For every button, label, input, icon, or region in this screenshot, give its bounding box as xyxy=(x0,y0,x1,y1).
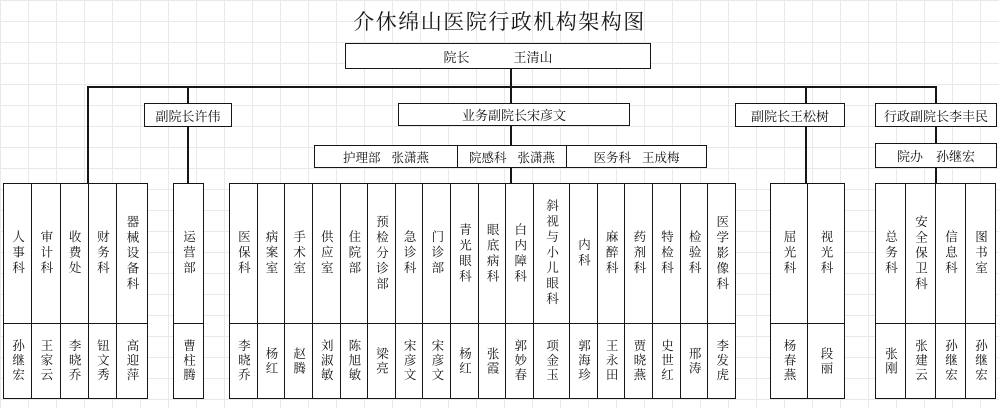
dept-label: 总务科 xyxy=(876,184,905,324)
person-name: 孙继宏 xyxy=(936,149,976,164)
connector-line xyxy=(935,86,937,104)
dept-label: 财务科 xyxy=(89,184,116,324)
dept-label: 麻醉科 xyxy=(598,184,625,324)
dept-label: 手术室 xyxy=(285,184,312,324)
person-name: 杨红 xyxy=(263,346,278,376)
connector-line xyxy=(510,166,512,184)
person-name: 孙继宏 xyxy=(10,339,25,383)
person-name: 张建云 xyxy=(913,339,928,383)
dept-label: 视光科 xyxy=(808,184,844,324)
group-songyanwen xyxy=(229,183,736,399)
person-name: 郭妙春 xyxy=(512,339,527,383)
dept-label: 院感科 xyxy=(468,150,507,165)
person-name: 段丽 xyxy=(819,346,833,376)
dept-label: 院办 xyxy=(896,149,923,164)
person-name: 邢涛 xyxy=(687,346,702,376)
dept-label: 眼底病科 xyxy=(479,184,506,324)
person-name: 杨红 xyxy=(457,346,472,376)
dept-label: 青光眼科 xyxy=(451,184,478,324)
dept-column xyxy=(624,184,652,398)
dept-column xyxy=(88,184,116,398)
node-admin-vice-director-lifengmin: 行政副院长李丰民 xyxy=(875,103,997,127)
connector-line xyxy=(805,86,807,104)
dept-label: 病案室 xyxy=(258,184,285,324)
dept-column xyxy=(312,184,340,398)
dept-column xyxy=(174,184,203,398)
dept-column xyxy=(450,184,478,398)
person-name: 张霞 xyxy=(485,346,500,376)
person-name: 张潇燕 xyxy=(391,150,430,165)
dept-label: 医学影像科 xyxy=(708,184,735,324)
dept-label: 医保科 xyxy=(230,184,257,324)
connector-line xyxy=(935,126,937,144)
person-name: 刘淑敏 xyxy=(319,339,334,383)
person-name: 李晓乔 xyxy=(67,339,82,383)
dept-label: 运营部 xyxy=(174,184,203,324)
node-hospital-office xyxy=(875,143,997,168)
dept-column xyxy=(367,184,395,398)
dept-column xyxy=(340,184,368,398)
dept-column xyxy=(707,184,735,398)
dept-column xyxy=(230,184,257,398)
dept-label: 器械设备科 xyxy=(117,184,147,324)
group-president-direct xyxy=(3,183,148,399)
connector-line xyxy=(805,126,807,183)
dept-column xyxy=(771,184,807,398)
connector-line xyxy=(187,125,189,183)
connector-line xyxy=(510,86,512,104)
dept-column xyxy=(569,184,597,398)
person-name: 王永田 xyxy=(604,339,619,383)
dept-label: 检验科 xyxy=(681,184,708,324)
dept-column xyxy=(652,184,680,398)
dept-column xyxy=(60,184,88,398)
dept-label: 收费处 xyxy=(61,184,88,324)
person-name: 陈旭敏 xyxy=(346,339,361,383)
dept-label: 护理部 xyxy=(342,150,381,165)
connector-line xyxy=(510,68,512,87)
connector-line xyxy=(187,86,189,104)
dept-column xyxy=(597,184,625,398)
dept-label: 药剂科 xyxy=(625,184,652,324)
node-medical-affairs-dept xyxy=(566,146,706,167)
dept-column xyxy=(965,184,995,398)
dept-label: 审计科 xyxy=(32,184,59,324)
dept-label: 医务科 xyxy=(593,150,631,165)
president-role: 院长 xyxy=(443,49,470,65)
dept-label: 人事科 xyxy=(4,184,31,324)
dept-label: 住院部 xyxy=(341,184,368,324)
person-name: 宋彦文 xyxy=(429,339,444,383)
dept-label: 斜视与小儿眼科 xyxy=(534,184,569,324)
dept-column xyxy=(680,184,708,398)
dept-label: 图书室 xyxy=(966,184,995,324)
person-name: 史世红 xyxy=(659,339,674,383)
dept-column xyxy=(807,184,844,398)
dept-column xyxy=(284,184,312,398)
person-name: 钮文秀 xyxy=(95,339,110,383)
dept-label: 预检分诊部 xyxy=(368,184,395,324)
node-vice-director-wangsongshu: 副院长王松树 xyxy=(735,103,845,127)
node-infection-control-dept xyxy=(457,146,566,167)
dept-column xyxy=(116,184,147,398)
person-name: 李晓乔 xyxy=(236,339,251,383)
dept-column xyxy=(4,184,31,398)
person-name: 孙继宏 xyxy=(973,339,988,383)
dept-label: 安全保卫科 xyxy=(906,184,935,324)
person-name: 梁亮 xyxy=(374,346,389,376)
person-name: 张潇燕 xyxy=(517,150,556,165)
person-name: 王成梅 xyxy=(642,150,680,165)
person-name: 杨春燕 xyxy=(782,339,796,383)
group-lifengmin xyxy=(875,183,996,399)
dept-label: 特检科 xyxy=(653,184,680,324)
dept-label: 屈光科 xyxy=(771,184,807,324)
person-name: 赵腾 xyxy=(291,346,306,376)
president-name: 王清山 xyxy=(513,49,553,65)
dept-column xyxy=(505,184,533,398)
group-xuwei xyxy=(173,183,204,399)
dept-column xyxy=(422,184,450,398)
person-name: 曹柱腾 xyxy=(181,339,196,383)
dept-column xyxy=(533,184,569,398)
dept-column xyxy=(257,184,285,398)
dept-label: 供应室 xyxy=(313,184,340,324)
dept-label: 信息科 xyxy=(936,184,965,324)
node-business-vice-director-songyanwen: 业务副院长宋彦文 xyxy=(398,103,630,126)
connector-line xyxy=(87,86,89,183)
dept-column xyxy=(395,184,423,398)
node-nursing-dept xyxy=(315,146,457,167)
person-name: 郭海珍 xyxy=(576,339,591,383)
connector-line xyxy=(87,86,937,88)
node-vice-director-xuwei: 副院长许伟 xyxy=(144,103,232,127)
person-name: 项金玉 xyxy=(544,339,559,383)
dept-column xyxy=(478,184,506,398)
dept-column xyxy=(905,184,935,398)
person-name: 李发虎 xyxy=(714,339,729,383)
mid-tier-row xyxy=(314,145,707,168)
page-title: 介休绵山医院行政机构架构图 xyxy=(353,11,646,34)
person-name: 贾晓燕 xyxy=(631,339,646,383)
dept-label: 内科 xyxy=(570,184,597,324)
node-president xyxy=(345,43,651,69)
dept-label: 白内障科 xyxy=(506,184,533,324)
person-name: 高迎萍 xyxy=(125,339,139,383)
person-name: 张刚 xyxy=(883,346,898,376)
dept-column xyxy=(876,184,905,398)
dept-label: 急诊科 xyxy=(396,184,423,324)
connector-line xyxy=(510,124,512,146)
person-name: 王家云 xyxy=(38,339,53,383)
group-wangsongshu xyxy=(770,183,845,399)
person-name: 宋彦文 xyxy=(402,339,417,383)
dept-column xyxy=(31,184,59,398)
person-name: 孙继宏 xyxy=(943,339,958,383)
dept-label: 门诊部 xyxy=(423,184,450,324)
dept-column xyxy=(935,184,965,398)
